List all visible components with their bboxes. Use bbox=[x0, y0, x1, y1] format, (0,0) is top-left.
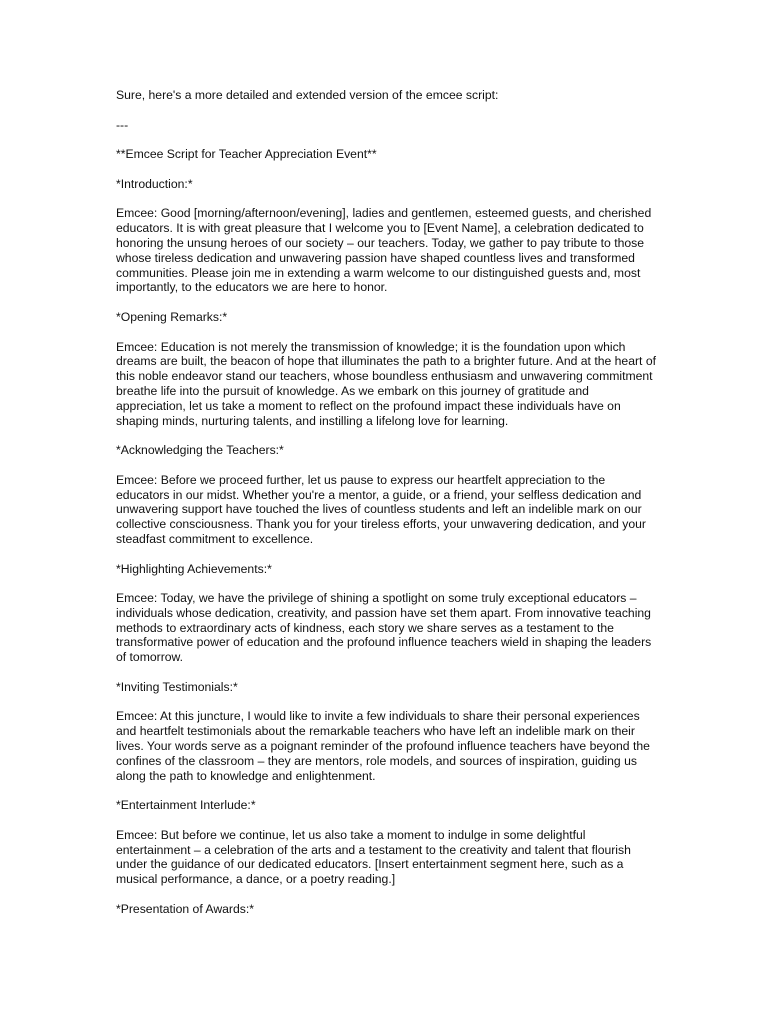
section-body-acknowledging-teachers: Emcee: Before we proceed further, let us pause to express our heartfelt appreciation to the educators in our midst. Whether you're a mentor, a guide, or a friend, your selfless dedication and unwavering support have touched the lives of countless students and left an indelible mark on our collective consciousness. Thank you for your tireless efforts, your unwavering dedication, and your steadfast commitment to excellence. bbox=[116, 472, 646, 546]
section-body-entertainment-interlude: Emcee: But before we continue, let us also take a moment to indulge in some delightful entertainment – a celebration of the arts and a testament to the creativity and talent that flourish under the guidance of our dedicated educators. [Insert entertainment segment here, such as a musical performance, a dance, or a poetry reading.] bbox=[116, 827, 631, 887]
section-body-highlighting-achievements: Emcee: Today, we have the privilege of shining a spotlight on some truly exceptional educators – individuals whose dedication, creativity, and passion have set them apart. From innovative teaching methods to extraordinary acts of kindness, each story we share serves as a testament to the transformative power of education and the profound influence teachers wield in shaping the leaders of tomorrow. bbox=[116, 591, 652, 665]
section-body-introduction: Emcee: Good [morning/afternoon/evening], ladies and gentlemen, esteemed guests, and cherished educators. It is with great pleasure that I welcome you to [Event Name], a celebration dedicated to honoring the unsung heroes of our society – our teachers. Today, we gather to pay tribute to those whose tireless dedication and unwavering passion have shaped countless lives and transformed communities. Please join me in extending a warm welcome to our distinguished guests and, most importantly, to the educators we are here to honor. bbox=[116, 206, 652, 295]
section-heading-inviting-testimonials: *Inviting Testimonials:* bbox=[116, 679, 238, 694]
section-body-opening-remarks: Emcee: Education is not merely the transmission of knowledge; it is the foundation upon which dreams are built, the beacon of hope that illuminates the path to a brighter future. And at the heart of this noble endeavor stand our teachers, whose boundless enthusiasm and unwavering commitment breathe life into the pursuit of knowledge. As we embark on this journey of gratitude and appreciation, let us take a moment to reflect on the profound impact these individuals have on shaping minds, nurturing talents, and instilling a lifelong love for learning. bbox=[116, 339, 656, 428]
separator: --- bbox=[116, 117, 129, 132]
section-heading-presentation-of-awards: *Presentation of Awards:* bbox=[116, 901, 254, 916]
section-heading-entertainment-interlude: *Entertainment Interlude:* bbox=[116, 798, 256, 813]
section-heading-acknowledging-teachers: *Acknowledging the Teachers:* bbox=[116, 443, 284, 458]
section-body-inviting-testimonials: Emcee: At this juncture, I would like to invite a few individuals to share their personal experiences and heartfelt testimonials about the remarkable teachers who have left an indelible mark on their lives. Your words serve as a poignant reminder of the profound influence teachers have beyond the confines of the classroom – they are mentors, role models, and sources of inspiration, guiding us along the path to knowledge and enlightenment. bbox=[116, 709, 650, 783]
section-heading-opening-remarks: *Opening Remarks:* bbox=[116, 309, 228, 324]
intro-line: Sure, here's a more detailed and extended version of the emcee script: bbox=[116, 88, 499, 102]
section-heading-introduction: *Introduction:* bbox=[116, 176, 193, 191]
document-title: **Emcee Script for Teacher Appreciation Event** bbox=[116, 147, 377, 162]
section-heading-highlighting-achievements: *Highlighting Achievements:* bbox=[116, 561, 272, 576]
